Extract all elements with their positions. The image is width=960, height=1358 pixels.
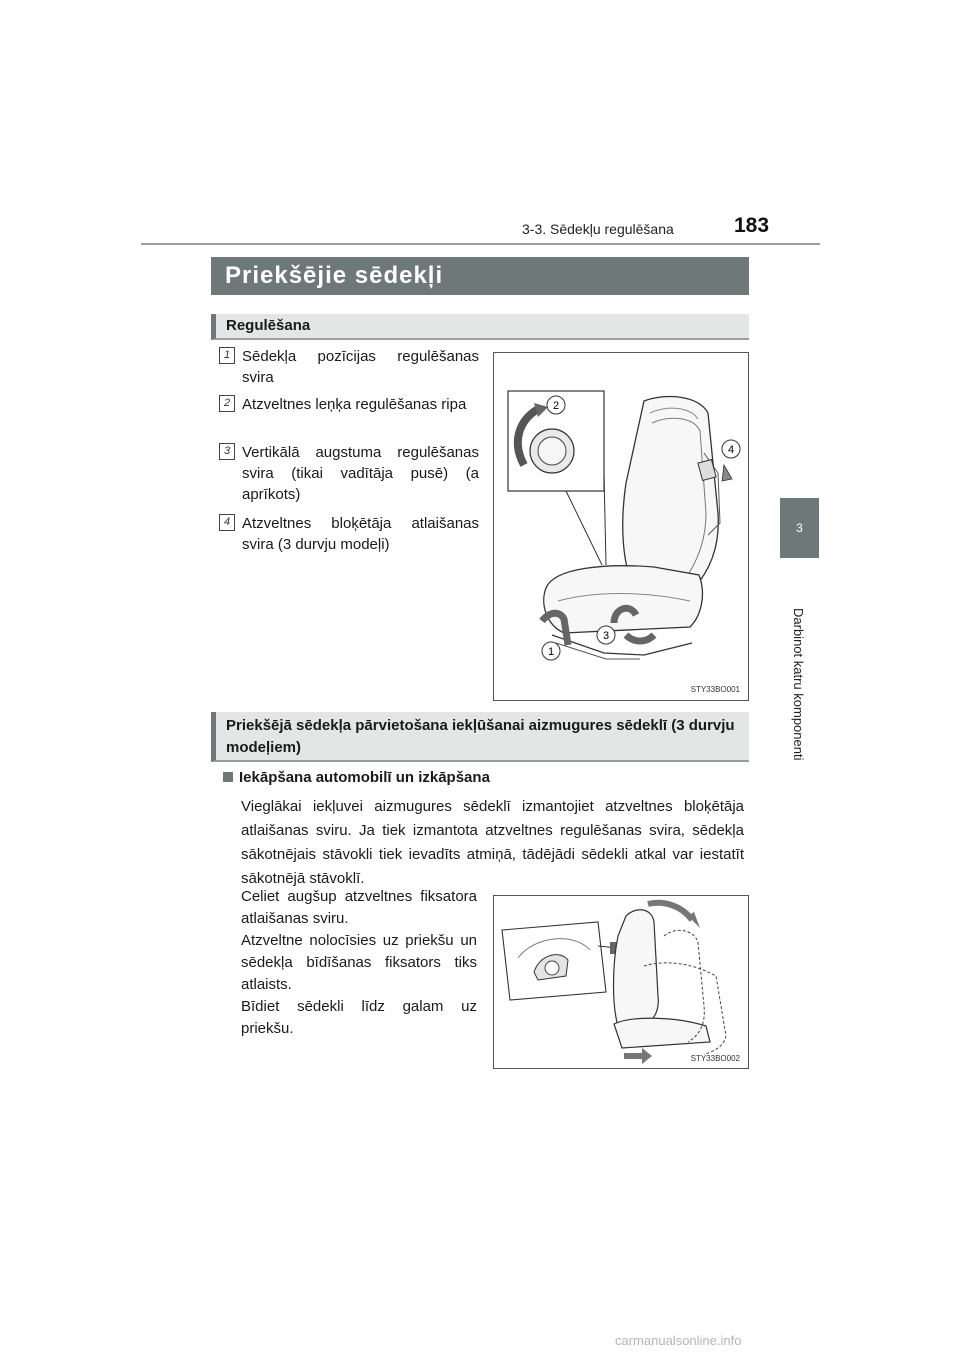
step-text: Celiet augšup atzveltnes fiksatora atlaišanas sviru. (241, 888, 477, 927)
list-item (219, 346, 479, 388)
chapter-tab (780, 498, 819, 558)
running-header-section: 3-3. Sēdekļu regulēšana (522, 221, 674, 237)
item-text: Vertikālā augstuma regulēšanas svira (tikai vadītāja pusē) (a aprīkots) (242, 444, 479, 503)
item-number: 2 (219, 395, 235, 412)
square-bullet-icon (223, 772, 233, 782)
subheading-text: Iekāpšana automobilī un izkāpšana (239, 769, 490, 786)
item-number: 4 (219, 514, 235, 531)
list-item (219, 394, 479, 415)
chapter-tab-number: 3 (796, 521, 803, 535)
item-text: Sēdekļa pozīcijas regulēšanas svira (242, 348, 479, 386)
section-heading-adjustment: Regulēšana (211, 314, 749, 340)
page-title: Priekšējie sēdekļi (211, 257, 749, 295)
item-text: Atzveltnes bloķētāja atlaišanas svira (3 durvju modeļi) (242, 515, 479, 553)
chapter-tab-label: Darbinot katru komponenti (791, 608, 806, 761)
steps-text (241, 886, 477, 1040)
step-text: Atzveltne nolocīsies uz priekšu un sēdekļa bīdīšanas fiksators tiks atlaists. (241, 932, 477, 993)
header-rule (141, 243, 820, 245)
figure-walk-in-lever (493, 895, 749, 1069)
watermark: carmanualsonline.info (615, 1333, 742, 1348)
step-text: Bīdiet sēdekli līdz galam uz priekšu. (241, 998, 477, 1037)
figure-seat-controls (493, 352, 749, 701)
figure-code: STY33BO001 (690, 685, 740, 694)
callout-2: 2 (552, 400, 560, 412)
section-heading-walk-in: Priekšējā sēdekļa pārvietošana iekļūšanai aizmugures sēdeklī (3 durvju modeļiem) (211, 712, 749, 762)
figure-code: STY33BO002 (690, 1054, 740, 1063)
callout-4: 4 (727, 444, 735, 456)
callout-3: 3 (602, 630, 610, 642)
item-number: 3 (219, 443, 235, 460)
seat-illustration (494, 353, 748, 700)
subheading (223, 769, 490, 786)
walk-in-illustration (494, 896, 748, 1068)
item-number: 1 (219, 347, 235, 364)
list-item (219, 513, 479, 555)
list-item (219, 442, 479, 505)
callout-1: 1 (547, 646, 555, 658)
body-paragraph: Vieglākai iekļuvei aizmugures sēdeklī izmantojiet atzveltnes bloķētāja atlaišanas sviru. Ja tiek izmantota atzveltnes regulēšanas svira, sēdekļa sākotnējais stāvokli tiek ievadīts atmiņā, tādējādi sēdekli atkal var iestatīt sākotnējā stāvoklī. (241, 798, 744, 887)
item-text: Atzveltnes leņķa regulēšanas ripa (242, 396, 467, 413)
page-number: 183 (734, 214, 770, 237)
